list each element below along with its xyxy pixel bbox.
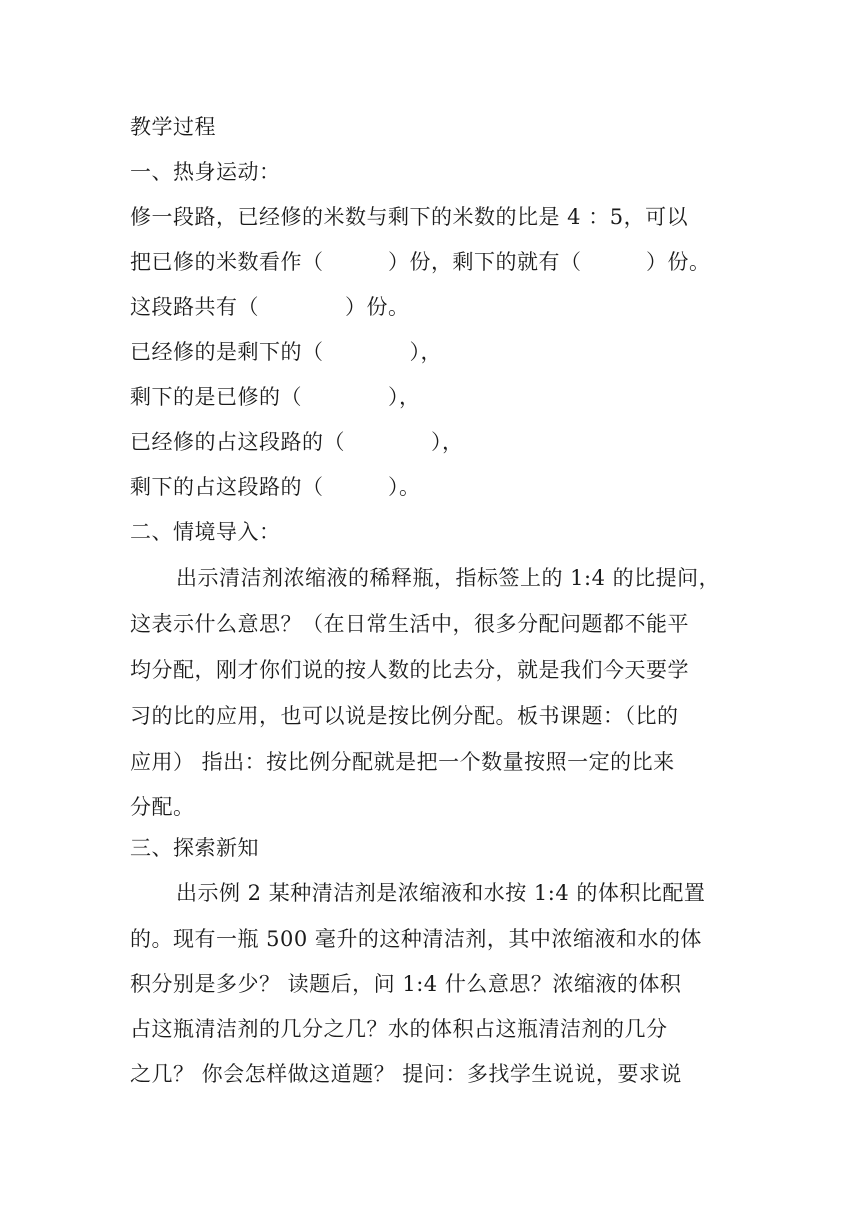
section-2-paragraph-line: 均分配，刚才你们说的按人数的比去分，就是我们今天要学 bbox=[130, 658, 689, 682]
section-1-line-2: 把已修的米数看作（ ）份，剩下的就有（ ）份。 bbox=[130, 250, 711, 274]
section-1-line-1: 修一段路，已经修的米数与剩下的米数的比是 4 ：5，可以 bbox=[130, 205, 689, 229]
section-1-line-5: 剩下的是已修的（ ）， bbox=[130, 385, 421, 409]
section-1-title: 一、热身运动： bbox=[130, 160, 281, 184]
section-3-paragraph-line: 积分别是多少？ 读题后，问 1:4 什么意思？浓缩液的体积 bbox=[130, 972, 682, 996]
section-2-paragraph-line: 分配。 bbox=[130, 795, 195, 819]
section-3-paragraph-line: 之几？ 你会怎样做这道题？ 提问：多找学生说说，要求说 bbox=[130, 1062, 682, 1086]
section-2-paragraph-line: 习的比的应用，也可以说是按比例分配。板书课题：（比的 bbox=[130, 704, 679, 728]
section-1-line-6: 已经修的占这段路的（ ）， bbox=[130, 430, 464, 454]
section-3-paragraph-line: 出示例 2 某种清洁剂是浓缩液和水按 1:4 的体积比配置 bbox=[176, 881, 706, 905]
section-2-paragraph-line: 这表示什么意思？（在日常生活中，很多分配问题都不能平 bbox=[130, 612, 689, 636]
section-2-title: 二、情境导入： bbox=[130, 520, 281, 544]
section-1-line-4: 已经修的是剩下的（ ）， bbox=[130, 340, 442, 364]
section-3-paragraph-line: 占这瓶清洁剂的几分之几？水的体积占这瓶清洁剂的几分 bbox=[130, 1017, 668, 1041]
section-2-paragraph-line: 出示清洁剂浓缩液的稀释瓶，指标签上的 1:4 的比提问， bbox=[176, 566, 721, 590]
section-2-paragraph-line: 应用） 指出：按比例分配就是把一个数量按照一定的比来 bbox=[130, 750, 675, 774]
section-1-line-7: 剩下的占这段路的（ ）。 bbox=[130, 475, 421, 499]
section-3-title: 三、探索新知 bbox=[130, 836, 259, 860]
section-1-line-3: 这段路共有（ ）份。 bbox=[130, 295, 410, 319]
section-3-paragraph-line: 的。现有一瓶 500 毫升的这种清洁剂，其中浓缩液和水的体 bbox=[130, 927, 702, 951]
document-heading: 教学过程 bbox=[130, 115, 216, 139]
